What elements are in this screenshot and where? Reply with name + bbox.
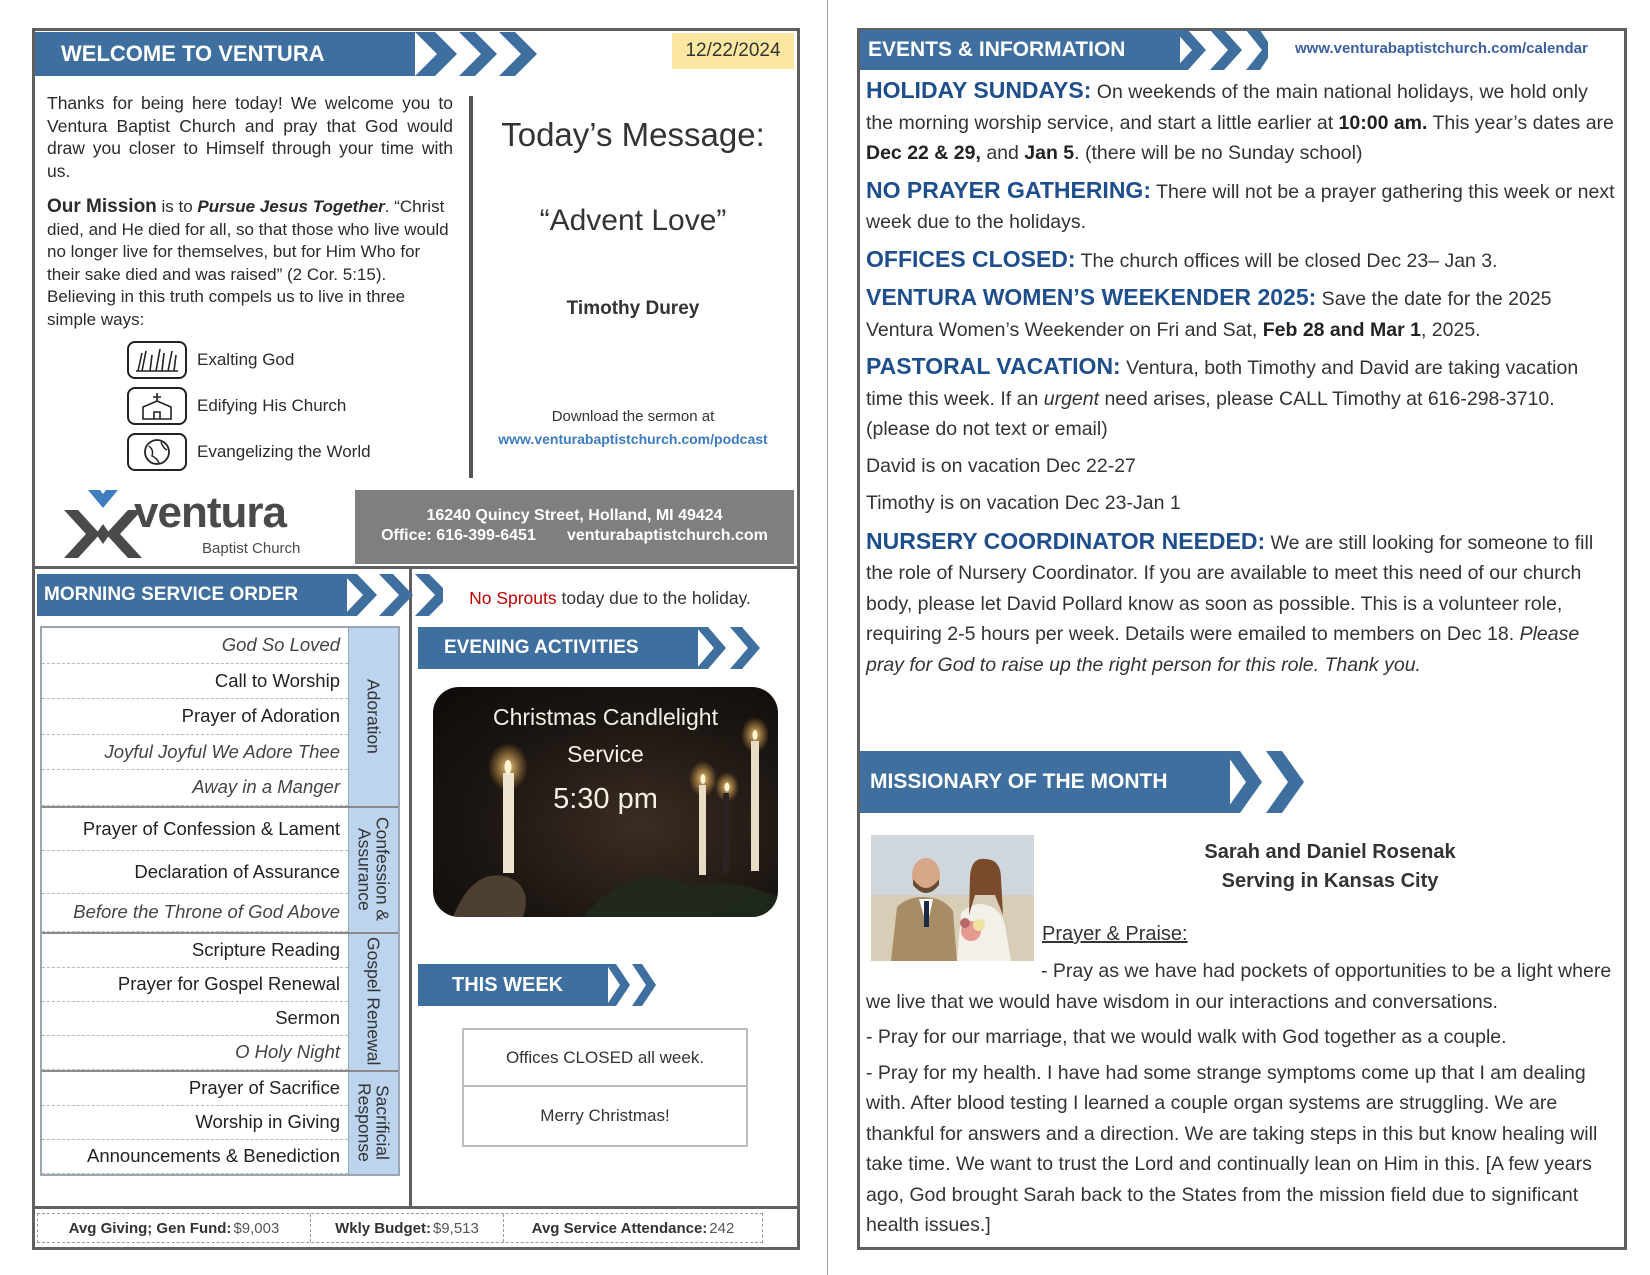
sermon-podcast-link[interactable]: www.venturabaptistchurch.com/podcast (498, 431, 768, 447)
chevron-arrows-icon (1174, 30, 1268, 70)
stats-bar (37, 1213, 763, 1243)
week-item: Offices CLOSED all week. (464, 1030, 746, 1087)
mission-phrase: Pursue Jesus Together (197, 197, 385, 216)
section-divider (32, 566, 800, 569)
service-order-table (40, 626, 400, 1176)
this-week-header-label: THIS WEEK (452, 973, 564, 996)
events-list (866, 75, 1618, 686)
prayer-item: - Pray as we have had pockets of opportunities to be a light where we live that we would have wisdom in our interactions and conversations. (866, 960, 1612, 1013)
way-exalting (127, 340, 294, 380)
order-item: Prayer of Adoration (42, 699, 348, 735)
order-group-label: Confession & Assurance (348, 808, 398, 932)
globe-icon (127, 433, 187, 471)
prayer-item: - Pray for my health. I have had some strange symptoms come up that I am dealing with. After blood testing I learned a couple organ systems are struggling. We are thankful for answers and a direction. We are taking steps in this but know healing will take time. We want to trust the Lord and continually lean on Him in this. [A few years ago, God brought Sarah back to the States from the mission field due to significant health issues.] (866, 1061, 1598, 1236)
way-label: Evangelizing the World (197, 442, 371, 461)
event-no-prayer: NO PRAYER GATHERING: There will not be a prayer gathering this week or next week due to the holidays. (866, 176, 1615, 233)
welcome-header-label: WELCOME TO VENTURA (61, 41, 325, 66)
events-header (860, 30, 1180, 70)
events-header-label: EVENTS & INFORMATION (868, 38, 1126, 61)
order-group-response (42, 1070, 398, 1174)
church-website[interactable]: venturabaptistchurch.com (566, 527, 768, 544)
couple-photo-icon (871, 835, 1034, 961)
logo-wordmark: ventura (134, 488, 286, 537)
candlelight-title: Christmas Candlelight Service (493, 704, 718, 767)
missionary-header (860, 751, 1230, 813)
order-item: Prayer for Gospel Renewal (42, 968, 348, 1002)
event-david-vacation: David is on vacation Dec 22-27 (866, 454, 1136, 477)
message-divider (469, 96, 473, 478)
order-group-confession (42, 806, 398, 932)
stat-attendance: Avg Service Attendance: 242 (531, 1219, 735, 1237)
ventura-logo (62, 490, 312, 560)
page-fold (827, 0, 828, 1275)
way-label: Exalting God (197, 350, 295, 369)
mission-is: is to (156, 197, 198, 216)
service-order-header (37, 574, 347, 616)
event-timothy-vacation: Timothy is on vacation Dec 23-Jan 1 (866, 492, 1181, 514)
candlelight-time: 5:30 pm (553, 783, 658, 815)
service-order-header-label: MORNING SERVICE ORDER (44, 584, 299, 605)
bulletin-date: 12/22/2024 (672, 33, 794, 69)
missionary-header-label: MISSIONARY OF THE MONTH (870, 770, 1168, 793)
calendar-link[interactable]: www.venturabaptistchurch.com/calendar (1295, 40, 1588, 57)
church-contact (355, 490, 794, 564)
prayer-list (866, 956, 1618, 1246)
event-nursery-coordinator: NURSERY COORDINATOR NEEDED: We are still looking for someone to fill the role of Nursery Coordinator. If you are available to meet this need of our church body, please let David Pollard know as soon as possible. This is a volunteer role, requiring 2-5 hours per week. Details were emailed to members on Dec 18. Please pray for God to raise up the right person for this role. Thank you. (866, 527, 1594, 676)
section-divider (32, 1206, 800, 1209)
order-item: Announcements & Benediction (42, 1140, 348, 1174)
order-item: Joyful Joyful We Adore Thee (42, 735, 348, 771)
church-address: 16240 Quincy Street, Holland, MI 49424 (426, 507, 723, 524)
sprouts-rest: today due to the holiday. (556, 588, 751, 608)
event-holiday-sundays: HOLIDAY SUNDAYS: On weekends of the main national holidays, we hold only the morning worship service, and start a little earlier at 10:00 am. This year’s dates are Dec 22 & 29, and Jan 5. (there will be no Sunday school) (866, 77, 1614, 164)
logo-subtitle: Baptist Church (202, 540, 301, 557)
week-item: Merry Christmas! (540, 1105, 670, 1125)
event-pastoral-vacation: PASTORAL VACATION: Ventura, both Timothy and David are taking vacation time this week. If an urgent need arises, please CALL Timothy at 616-298-3710. (please do not text or email) (866, 353, 1579, 440)
order-item: Prayer of Confession & Lament (42, 808, 348, 851)
order-group-label: Sacrificial Response (348, 1072, 398, 1174)
welcome-header (35, 32, 415, 76)
order-item: Declaration of Assurance (42, 851, 348, 894)
order-item: Prayer of Sacrifice (42, 1072, 348, 1106)
prayer-item: - Pray for our marriage, that we would walk with God together as a couple. (866, 1026, 1507, 1048)
missionary-photo (871, 835, 1034, 961)
order-item: Worship in Giving (42, 1106, 348, 1140)
order-item: Call to Worship (42, 664, 348, 700)
missionary-names: Sarah and Daniel Rosenak Serving in Kansas City (1204, 841, 1456, 892)
order-item: God So Loved (42, 628, 348, 664)
column-divider (409, 566, 412, 1208)
order-item: O Holy Night (42, 1036, 348, 1070)
order-group-gospel (42, 932, 398, 1070)
order-group-label: Adoration (348, 628, 398, 806)
mission-statement (47, 196, 453, 331)
order-item: Away in a Manger (42, 770, 348, 806)
way-edifying (127, 386, 346, 426)
sprouts-highlight: No Sprouts (469, 588, 557, 608)
order-item: Before the Throne of God Above (42, 894, 348, 932)
order-item: Scripture Reading (42, 934, 348, 968)
this-week-header (418, 964, 608, 1006)
order-group-label: Gospel Renewal (348, 934, 398, 1070)
praise-hands-icon (127, 341, 187, 379)
way-label: Edifying His Church (197, 396, 347, 415)
order-item: Sermon (42, 1002, 348, 1036)
chevron-arrows-icon (606, 964, 662, 1006)
sermon-download-text: Download the sermon at (551, 408, 715, 425)
prayer-praise-heading: Prayer & Praise: (1042, 923, 1188, 945)
order-group-adoration (42, 628, 398, 806)
church-office-phone: Office: 616-399-6451 (381, 527, 536, 544)
event-offices-closed: OFFICES CLOSED: The church offices will be closed Dec 23– Jan 3. (866, 245, 1498, 272)
evening-header-label: EVENING ACTIVITIES (444, 637, 639, 658)
candlelight-service-card (433, 687, 778, 917)
chevron-arrows-icon (415, 32, 563, 76)
message-heading: Today’s Message: (501, 116, 765, 153)
church-building-icon (127, 387, 187, 425)
sprouts-notice (420, 588, 800, 609)
church-phone-web (355, 526, 794, 546)
chevron-arrows-icon (696, 627, 776, 669)
chevron-arrows-icon (1224, 751, 1324, 813)
mission-body: . “Christ died, and He died for all, so that those who live would no longer live for themselves, but for Him Who for their sake died and was raised” (2 Cor. 5:15). Believing in this truth compels us to live in three simple ways: (47, 197, 449, 329)
this-week-list (462, 1028, 748, 1147)
event-womens-weekender: VENTURA WOMEN’S WEEKENDER 2025: Save the date for the 2025 Ventura Women’s Weekender on Fri and Sat, Feb 28 and Mar 1, 2025. (866, 284, 1552, 341)
ventura-x-logo-icon (62, 490, 144, 560)
welcome-intro: Thanks for being here today! We welcome you to Ventura Baptist Church and pray that God would draw you closer to Himself through your time with us. (47, 93, 453, 181)
stat-giving: Avg Giving; Gen Fund: $9,003 (38, 1214, 311, 1242)
stat-budget: Wkly Budget: $9,513 (311, 1214, 504, 1242)
message-title: “Advent Love” (539, 204, 727, 237)
way-evangelizing (127, 432, 371, 472)
message-speaker: Timothy Durey (566, 298, 700, 319)
mission-lead: Our Mission (47, 196, 157, 217)
evening-activities-header (418, 627, 698, 669)
